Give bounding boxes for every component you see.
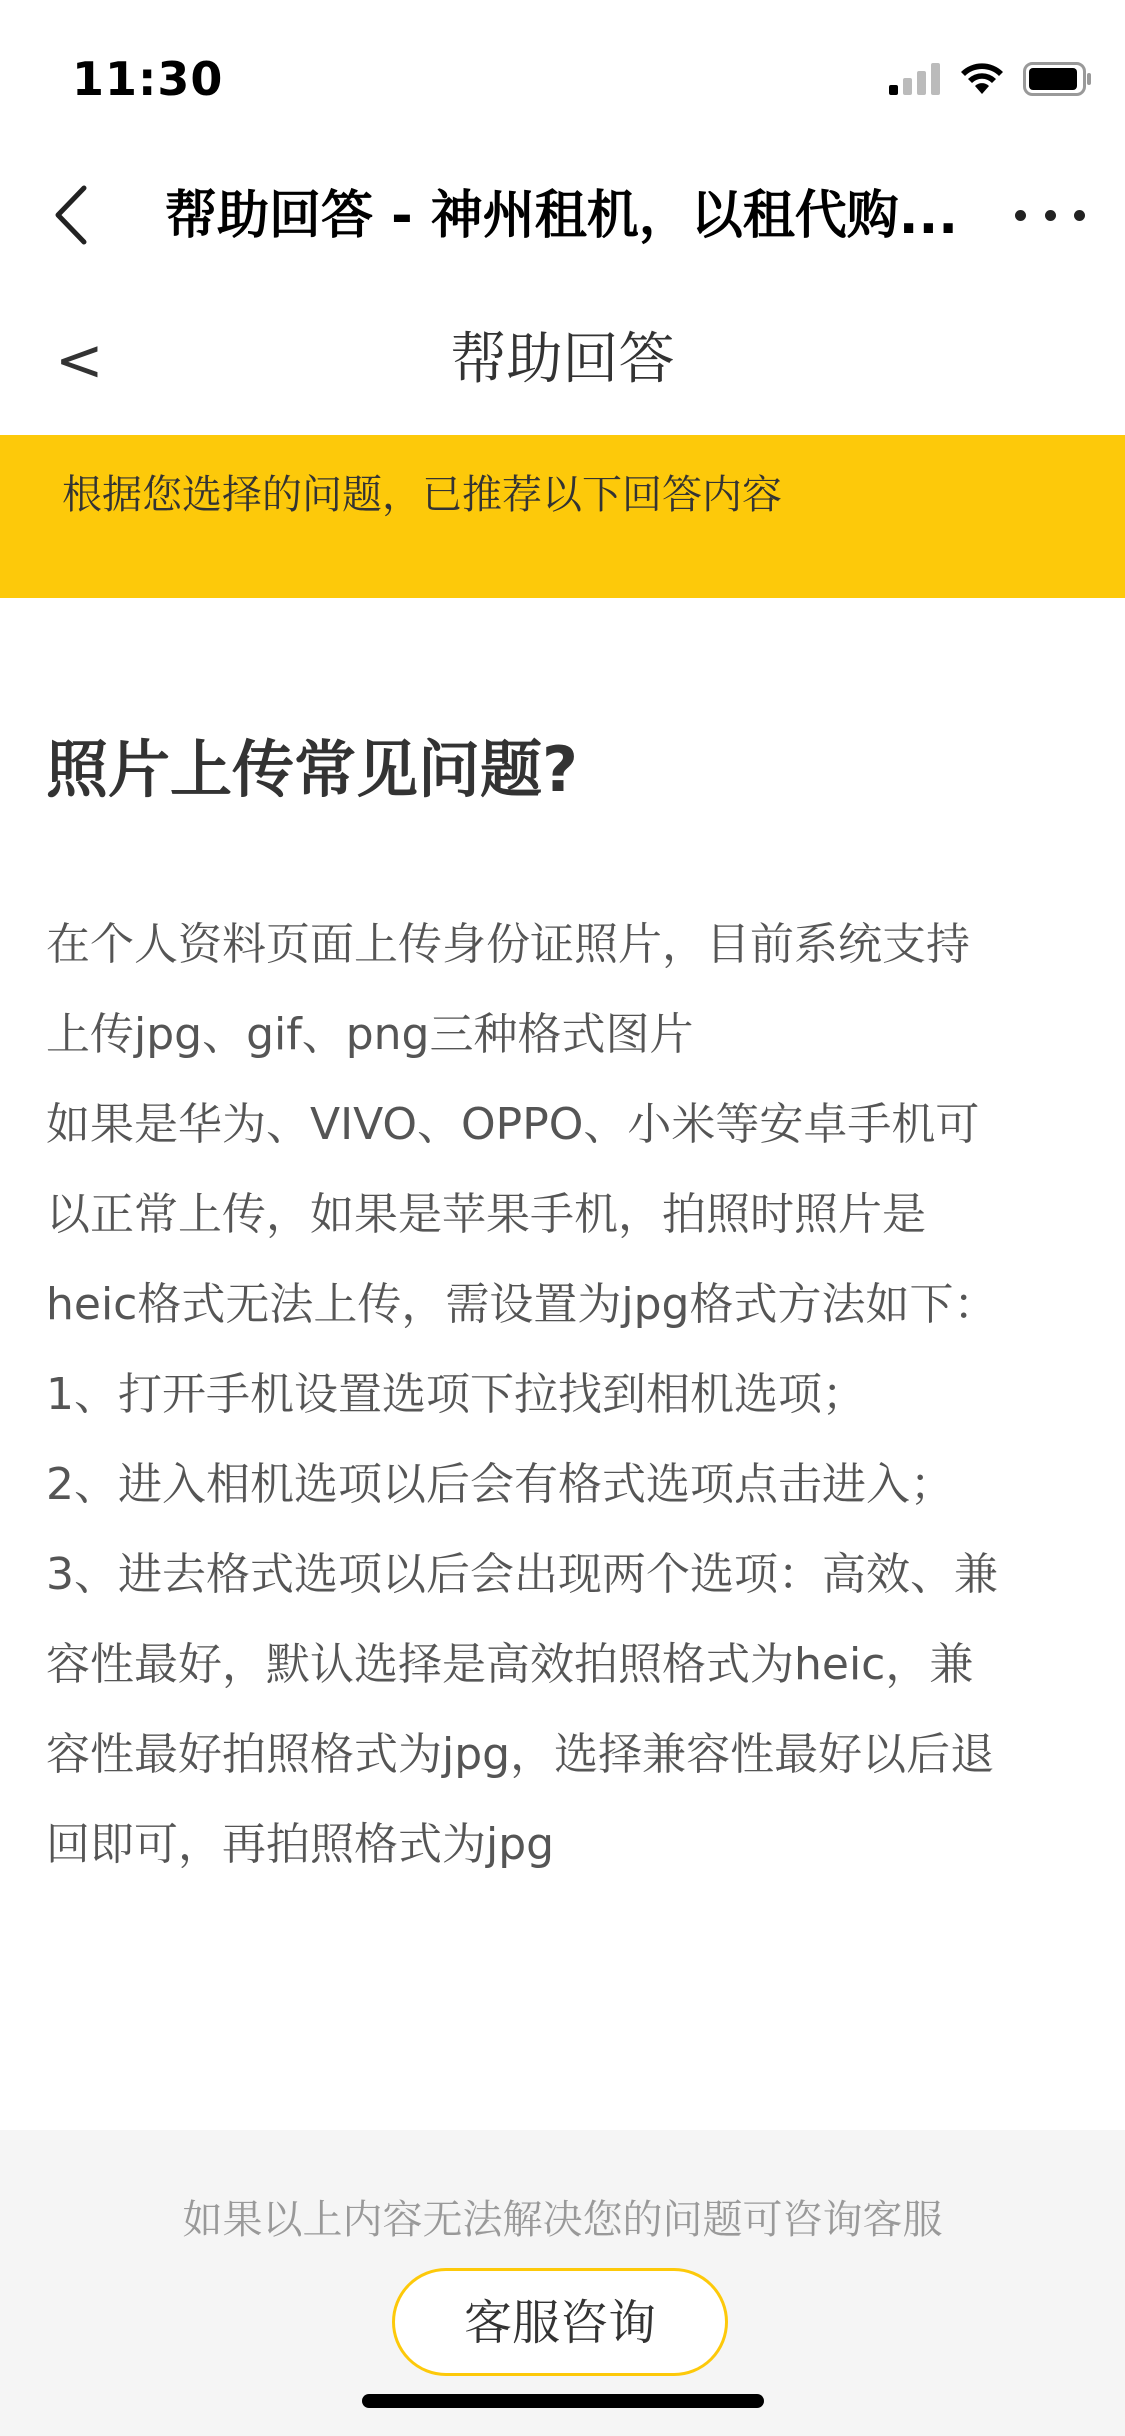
- customer-service-button[interactable]: 客服咨询: [392, 2268, 728, 2376]
- answer-line: 2、进入相机选项以后会有格式选项点击进入；: [46, 1459, 954, 1510]
- more-dot-icon: [1045, 210, 1056, 221]
- nav-back-button[interactable]: [40, 180, 100, 250]
- answer-line: 容性最好，默认选择是高效拍照格式为heic，兼: [46, 1639, 974, 1690]
- answer-line: 1、打开手机设置选项下拉找到相机选项；: [46, 1369, 866, 1420]
- status-bar: [0, 0, 1125, 150]
- answer-line: 如果是华为、VIVO、OPPO、小米等安卓手机可: [46, 1099, 980, 1150]
- sub-back-button[interactable]: <: [55, 326, 104, 394]
- nav-title: 帮助回答 - 神州租机，以租代购...: [165, 186, 959, 246]
- answer-line: 以正常上传，如果是苹果手机，拍照时照片是: [46, 1189, 926, 1240]
- status-icons: [889, 62, 1093, 100]
- more-dot-icon: [1074, 210, 1085, 221]
- cellular-signal-icon: [889, 63, 941, 99]
- answer-line: 回即可，再拍照格式为jpg: [46, 1819, 555, 1870]
- answer-line: heic格式无法上传，需设置为jpg格式方法如下：: [46, 1279, 998, 1330]
- more-dot-icon: [1015, 210, 1026, 221]
- chevron-left-icon: [50, 184, 90, 246]
- banner-text: 根据您选择的问题，已推荐以下回答内容: [62, 472, 782, 518]
- footer-hint: 如果以上内容无法解决您的问题可咨询客服: [182, 2197, 943, 2243]
- recommendation-banner: [0, 435, 1125, 598]
- nav-bar: [0, 160, 1125, 270]
- question-title: 照片上传常见问题?: [46, 733, 578, 806]
- answer-line: 上传jpg、gif、png三种格式图片: [46, 1009, 694, 1060]
- battery-icon: [1023, 62, 1093, 100]
- answer-line: 容性最好拍照格式为jpg，选择兼容性最好以后退: [46, 1729, 995, 1780]
- status-time: 11:30: [72, 52, 224, 106]
- footer: [0, 2130, 1125, 2436]
- page-title: 帮助回答: [450, 327, 675, 392]
- answer-body: [46, 900, 1086, 1890]
- more-options-button[interactable]: [1015, 190, 1085, 240]
- home-indicator[interactable]: [362, 2394, 764, 2408]
- sub-header: [0, 290, 1125, 430]
- answer-line: 在个人资料页面上传身份证照片，目前系统支持: [46, 919, 970, 970]
- answer-line: 3、进去格式选项以后会出现两个选项：高效、兼: [46, 1549, 998, 1600]
- wifi-icon: [959, 62, 1005, 100]
